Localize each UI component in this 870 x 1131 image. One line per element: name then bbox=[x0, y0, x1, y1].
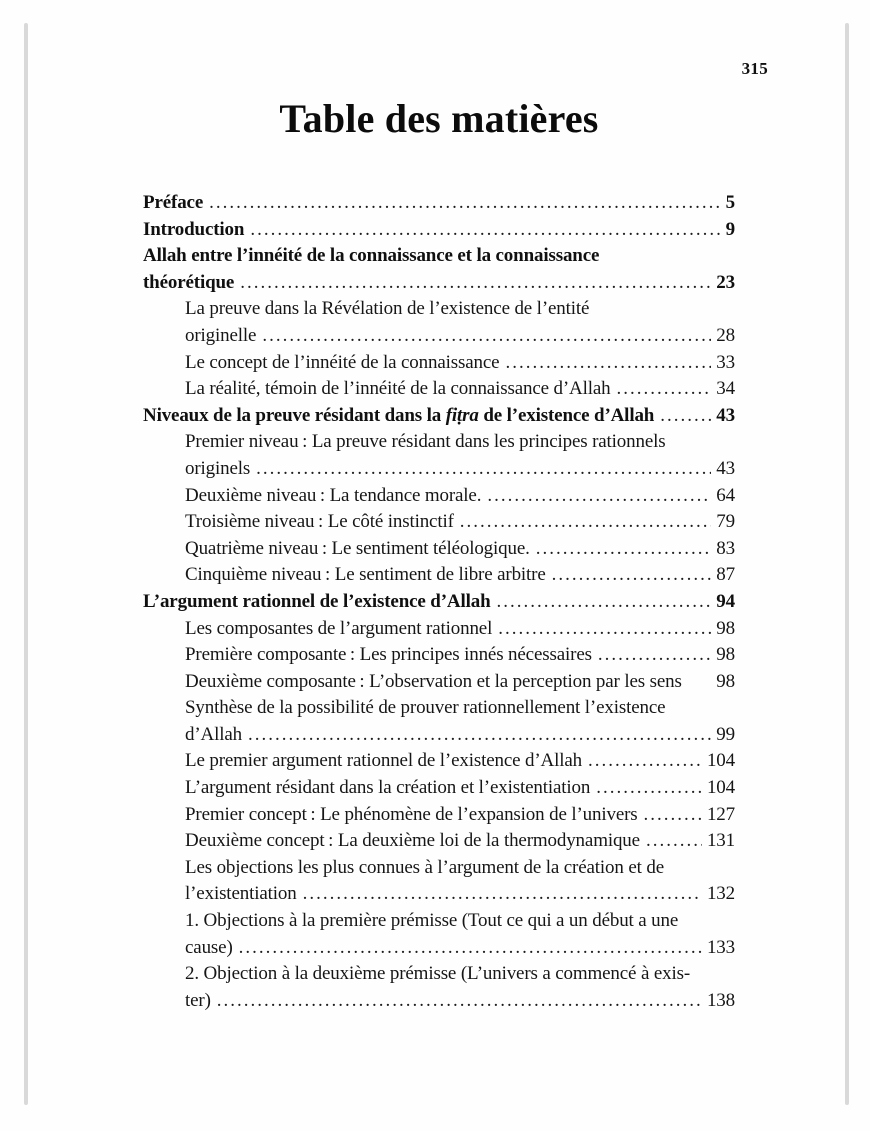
dot-leader bbox=[660, 403, 711, 430]
dot-leader bbox=[248, 722, 711, 749]
toc-entry bbox=[143, 589, 735, 616]
toc-entry bbox=[143, 217, 735, 244]
toc-entry-text: Deuxième concept : La deuxième loi de la thermodynamique bbox=[185, 830, 640, 852]
page-edge-left-line bbox=[24, 23, 28, 1105]
dot-leader bbox=[536, 536, 712, 563]
toc-entry-text: Allah entre l’innéité de la connaissance et la connaissance bbox=[143, 245, 600, 267]
page-edge-right-line bbox=[845, 23, 849, 1105]
toc-entry-text: Le concept de l’innéité de la connaissance bbox=[185, 351, 500, 373]
toc-page-number: 104 bbox=[706, 777, 735, 799]
toc-entry-text: Niveaux de la preuve résidant dans la fiṭra de l’existence d’Allah bbox=[143, 404, 655, 426]
toc-entry bbox=[143, 429, 735, 482]
toc-page-number: 98 bbox=[716, 670, 735, 692]
toc-entry-text: originelle bbox=[185, 324, 257, 346]
toc-entry bbox=[143, 243, 735, 296]
dot-leader bbox=[596, 775, 702, 802]
toc-page-number: 43 bbox=[716, 404, 735, 426]
toc-entry-text: Deuxième niveau : La tendance morale. bbox=[185, 484, 482, 506]
toc-entry bbox=[143, 376, 735, 403]
toc-page-number: 131 bbox=[706, 830, 735, 852]
dot-leader bbox=[240, 270, 711, 297]
toc-entry-text: théorétique bbox=[143, 271, 235, 293]
toc-entry-text: Premier concept : Le phénomène de l’expansion de l’univers bbox=[185, 803, 638, 825]
toc-entry-text: 2. Objection à la deuxième prémisse (L’univers a commencé à exis- bbox=[185, 963, 691, 985]
page-title: Table des matières bbox=[279, 96, 599, 141]
dot-leader bbox=[552, 562, 712, 589]
dot-leader bbox=[239, 935, 702, 962]
toc-page-number: 9 bbox=[725, 218, 735, 240]
toc-entry-text: Synthèse de la possibilité de prouver rationnellement l’existence bbox=[185, 697, 666, 719]
dot-leader bbox=[505, 350, 711, 377]
toc-entry-text: La preuve dans la Révélation de l’existence de l’entité bbox=[185, 298, 590, 320]
dot-leader bbox=[487, 483, 711, 510]
toc-entry-text: Cinquième niveau : Le sentiment de libre arbitre bbox=[185, 564, 546, 586]
dot-leader bbox=[209, 190, 721, 217]
toc-entry bbox=[143, 855, 735, 908]
dot-leader bbox=[598, 642, 711, 669]
toc-page-number: 83 bbox=[716, 537, 735, 559]
toc-page-number: 64 bbox=[716, 484, 735, 506]
toc-entry-text: Le premier argument rationnel de l’existence d’Allah bbox=[185, 750, 583, 772]
toc-entry bbox=[143, 350, 735, 377]
toc-page-number: 132 bbox=[706, 883, 735, 905]
toc-entry-text: Les composantes de l’argument rationnel bbox=[185, 617, 493, 639]
toc-entry bbox=[143, 748, 735, 775]
toc-entry-text: Préface bbox=[143, 192, 204, 213]
toc-entry-text: 1. Objections à la première prémisse (Tout ce qui a un début a une bbox=[185, 910, 679, 932]
toc-entry-text: L’argument résidant dans la création et l’existentiation bbox=[185, 777, 591, 799]
dot-leader bbox=[217, 988, 702, 1015]
toc-entry-text: ter) bbox=[185, 989, 211, 1011]
toc-entry-text: Troisième niveau : Le côté instinctif bbox=[185, 511, 454, 533]
toc-entry-text: originels bbox=[185, 457, 251, 479]
toc-entry bbox=[143, 562, 735, 589]
dot-leader bbox=[646, 828, 702, 855]
dot-leader bbox=[256, 456, 711, 483]
toc-page-number: 133 bbox=[706, 936, 735, 958]
table-of-contents bbox=[143, 190, 735, 1014]
toc-entry bbox=[143, 403, 735, 430]
toc-entry-text: cause) bbox=[185, 936, 233, 958]
toc-entry-text: Premier niveau : La preuve résidant dans les principes rationnels bbox=[185, 431, 666, 453]
toc-entry bbox=[143, 190, 735, 217]
toc-page-number: 127 bbox=[706, 803, 735, 825]
toc-entry-text: La réalité, témoin de l’innéité de la connaissance d’Allah bbox=[185, 378, 611, 400]
dot-leader bbox=[644, 802, 702, 829]
dot-leader bbox=[262, 323, 711, 350]
toc-page-number: 5 bbox=[725, 192, 735, 213]
dot-leader bbox=[616, 376, 711, 403]
toc-entry-text: d’Allah bbox=[185, 723, 242, 745]
toc-entry bbox=[143, 695, 735, 748]
toc-entry bbox=[143, 536, 735, 563]
toc-page-number: 104 bbox=[706, 750, 735, 772]
dot-leader bbox=[497, 589, 712, 616]
dot-leader bbox=[460, 509, 712, 536]
toc-page-number: 94 bbox=[716, 590, 735, 612]
toc-page-number: 23 bbox=[716, 271, 735, 293]
toc-page-number: 98 bbox=[716, 644, 735, 666]
toc-entry-text: L’argument rationnel de l’existence d’Allah bbox=[143, 590, 491, 612]
toc-entry bbox=[143, 296, 735, 349]
toc-entry bbox=[143, 483, 735, 510]
toc-entry-text: Les objections les plus connues à l’argument de la création et de bbox=[185, 856, 664, 878]
toc-page-number: 33 bbox=[716, 351, 735, 373]
toc-page-number: 28 bbox=[716, 324, 735, 346]
toc-page-number: 87 bbox=[716, 564, 735, 586]
dot-leader bbox=[498, 616, 711, 643]
toc-entry-text: Deuxième composante : L’observation et la perception par les sens bbox=[185, 670, 682, 692]
dot-leader bbox=[588, 748, 702, 775]
toc-page-number: 138 bbox=[706, 989, 735, 1011]
toc-entry bbox=[143, 908, 735, 961]
toc-entry bbox=[143, 775, 735, 802]
toc-entry bbox=[143, 642, 735, 669]
toc-entry-text: Quatrième niveau : Le sentiment téléologique. bbox=[185, 537, 530, 559]
toc-entry-text: l’existentiation bbox=[185, 883, 297, 905]
toc-page-number: 34 bbox=[716, 378, 735, 400]
toc-entry-text: Première composante : Les principes innés nécessaires bbox=[185, 644, 592, 666]
dot-leader bbox=[303, 881, 702, 908]
dot-leader bbox=[250, 217, 720, 244]
toc-entry bbox=[143, 669, 735, 696]
toc-page-number: 79 bbox=[716, 511, 735, 533]
toc-page-number: 99 bbox=[716, 723, 735, 745]
toc-entry bbox=[143, 802, 735, 829]
toc-entry-text: Introduction bbox=[143, 218, 245, 240]
toc-page-number: 43 bbox=[716, 457, 735, 479]
toc-entry bbox=[143, 961, 735, 1014]
toc-page-number: 98 bbox=[716, 617, 735, 639]
toc-entry bbox=[143, 509, 735, 536]
toc-entry bbox=[143, 616, 735, 643]
toc-entry bbox=[143, 828, 735, 855]
folio-page-number: 315 bbox=[741, 59, 768, 78]
